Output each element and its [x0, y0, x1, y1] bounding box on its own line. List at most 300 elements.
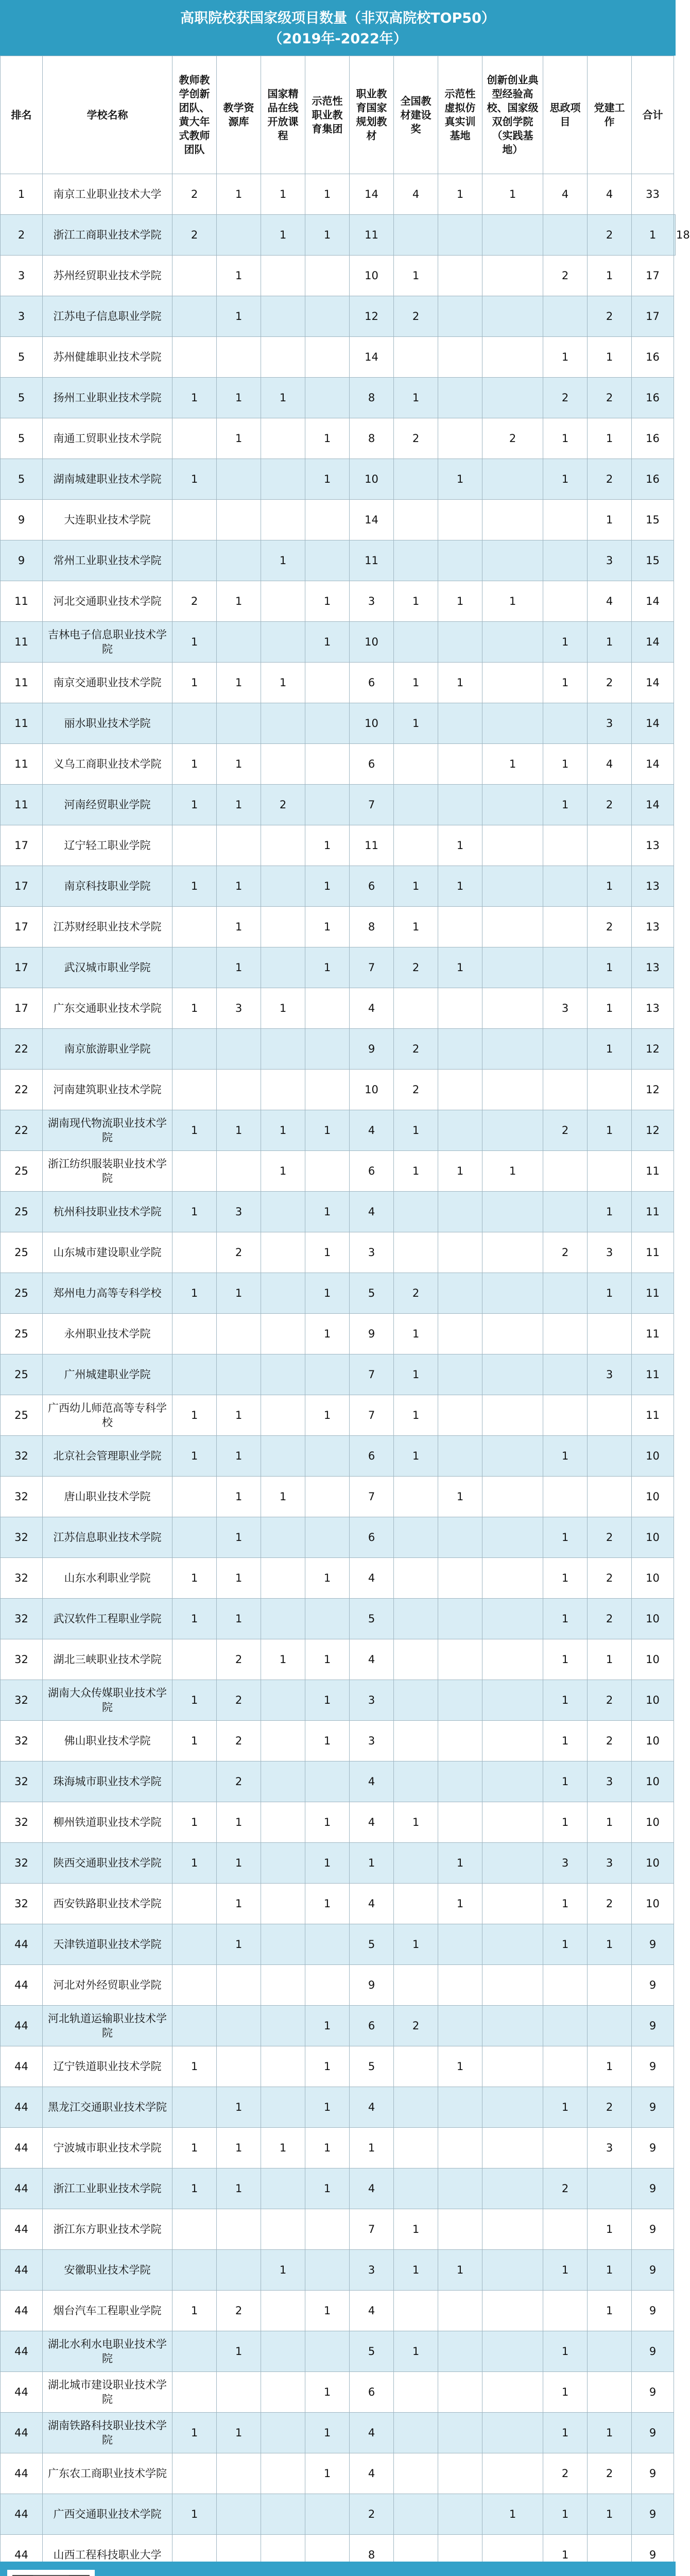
- table-cell: [482, 1843, 543, 1884]
- table-cell: [482, 296, 543, 337]
- table-cell: [588, 2006, 632, 2046]
- rank-cell: 17: [1, 907, 43, 947]
- table-cell: [482, 1924, 543, 1965]
- table-cell: [305, 1436, 350, 1477]
- table-cell: [438, 1070, 482, 1110]
- table-cell: [305, 540, 350, 581]
- table-row: [1, 540, 676, 581]
- total-cell: 9: [632, 2331, 674, 2372]
- table-cell: [482, 1110, 543, 1151]
- column-header: 职业教育国家规划教材: [350, 56, 394, 174]
- table-cell: 1: [305, 2046, 350, 2087]
- table-cell: 1: [588, 1029, 632, 1070]
- table-cell: 1: [482, 174, 543, 215]
- table-cell: [438, 1639, 482, 1680]
- table-cell: 2: [394, 1070, 438, 1110]
- total-cell: 12: [632, 1070, 674, 1110]
- table-cell: 3: [588, 1843, 632, 1884]
- school-name-cell: 南京交通职业技术学院: [43, 663, 173, 703]
- total-cell: 14: [632, 703, 674, 744]
- school-name-cell: 山东城市建设职业学院: [43, 1232, 173, 1273]
- table-cell: 1: [217, 1477, 261, 1517]
- table-cell: 1: [438, 459, 482, 500]
- table-cell: [588, 2331, 632, 2372]
- table-cell: [394, 1477, 438, 1517]
- table-cell: 1: [261, 2128, 305, 2168]
- total-cell: 9: [632, 2209, 674, 2250]
- table-cell: 1: [173, 459, 217, 500]
- table-cell: 4: [394, 174, 438, 215]
- table-cell: 1: [394, 1802, 438, 1843]
- table-cell: 3: [217, 1192, 261, 1232]
- table-cell: [482, 1232, 543, 1273]
- table-cell: 1: [173, 785, 217, 825]
- table-cell: [261, 1924, 305, 1965]
- rank-cell: 17: [1, 866, 43, 907]
- table-cell: [543, 2128, 588, 2168]
- rank-cell: 3: [1, 296, 43, 337]
- table-cell: [394, 1517, 438, 1558]
- table-cell: [438, 2453, 482, 2494]
- table-cell: [261, 1884, 305, 1924]
- table-cell: 2: [588, 2087, 632, 2128]
- table-cell: [482, 1436, 543, 1477]
- table-cell: [543, 866, 588, 907]
- table-cell: 1: [261, 215, 305, 256]
- table-cell: [482, 2209, 543, 2250]
- table-cell: 1: [543, 1721, 588, 1761]
- table-cell: [261, 1599, 305, 1639]
- table-cell: [305, 988, 350, 1029]
- table-cell: 1: [305, 1273, 350, 1314]
- table-cell: 2: [394, 947, 438, 988]
- school-name-cell: 河南经贸职业学院: [43, 785, 173, 825]
- table-cell: 2: [350, 2494, 394, 2535]
- table-cell: 6: [350, 1151, 394, 1192]
- table-cell: 3: [217, 988, 261, 1029]
- table-cell: 1: [217, 947, 261, 988]
- table-cell: 1: [394, 1110, 438, 1151]
- table-cell: [217, 215, 261, 256]
- rank-cell: 44: [1, 2250, 43, 2291]
- table-cell: [173, 2331, 217, 2372]
- school-name-cell: 南通工贸职业技术学院: [43, 418, 173, 459]
- total-cell: 9: [632, 2372, 674, 2413]
- table-row: [1, 500, 676, 540]
- table-cell: 1: [305, 1192, 350, 1232]
- table-cell: 14: [350, 500, 394, 540]
- table-cell: 1: [261, 378, 305, 418]
- table-cell: [261, 1273, 305, 1314]
- table-cell: 1: [543, 744, 588, 785]
- table-cell: 6: [350, 1517, 394, 1558]
- table-cell: [217, 459, 261, 500]
- table-cell: 1: [588, 1110, 632, 1151]
- table-cell: [173, 1884, 217, 1924]
- rank-cell: 2: [1, 215, 43, 256]
- table-cell: 1: [217, 866, 261, 907]
- table-row: [1, 1884, 676, 1924]
- table-cell: 1: [173, 1395, 217, 1436]
- school-name-cell: 江苏电子信息职业学院: [43, 296, 173, 337]
- table-cell: 1: [588, 418, 632, 459]
- table-cell: 4: [588, 581, 632, 622]
- table-cell: [173, 2250, 217, 2291]
- school-name-cell: 武汉软件工程职业学院: [43, 1599, 173, 1639]
- table-cell: 1: [173, 1558, 217, 1599]
- table-cell: 1: [588, 2291, 632, 2331]
- table-cell: 1: [394, 581, 438, 622]
- footer: [0, 2562, 676, 2576]
- table-cell: [438, 1517, 482, 1558]
- table-cell: 2: [588, 378, 632, 418]
- table-cell: [482, 215, 543, 256]
- table-cell: [394, 988, 438, 1029]
- table-cell: 1: [173, 1273, 217, 1314]
- table-cell: 1: [217, 1517, 261, 1558]
- table-cell: 3: [350, 1721, 394, 1761]
- table-cell: 2: [543, 1110, 588, 1151]
- table-cell: [588, 1477, 632, 1517]
- table-cell: 1: [394, 663, 438, 703]
- rank-cell: 44: [1, 2006, 43, 2046]
- table-cell: [261, 703, 305, 744]
- column-header: 国家精品在线开放课程: [261, 56, 305, 174]
- table-cell: 1: [588, 1639, 632, 1680]
- table-cell: [305, 2250, 350, 2291]
- table-cell: [261, 337, 305, 378]
- table-cell: [305, 296, 350, 337]
- table-cell: 4: [350, 2291, 394, 2331]
- table-cell: 1: [438, 2250, 482, 2291]
- table-cell: 1: [305, 1110, 350, 1151]
- table-row: [1, 256, 676, 296]
- table-cell: [438, 2494, 482, 2535]
- table-cell: 1: [588, 1192, 632, 1232]
- table-cell: 1: [305, 2087, 350, 2128]
- table-cell: [173, 1924, 217, 1965]
- table-cell: [482, 1477, 543, 1517]
- table-row: [1, 744, 676, 785]
- school-name-cell: 广西幼儿师范高等专科学校: [43, 1395, 173, 1436]
- rank-cell: 5: [1, 337, 43, 378]
- table-row: [1, 2494, 676, 2535]
- table-cell: [261, 2494, 305, 2535]
- table-cell: [261, 1192, 305, 1232]
- total-cell: 10: [632, 1680, 674, 1721]
- table-cell: 1: [217, 1924, 261, 1965]
- table-cell: 1: [482, 2494, 543, 2535]
- table-cell: 1: [394, 907, 438, 947]
- table-cell: [588, 2168, 632, 2209]
- table-cell: [173, 500, 217, 540]
- table-cell: [482, 663, 543, 703]
- table-cell: 1: [438, 1843, 482, 1884]
- total-cell: 10: [632, 1517, 674, 1558]
- table-cell: 6: [350, 866, 394, 907]
- total-cell: 14: [632, 744, 674, 785]
- table-cell: 1: [588, 622, 632, 663]
- table-cell: 1: [217, 2168, 261, 2209]
- table-cell: [394, 2372, 438, 2413]
- total-cell: 16: [632, 459, 674, 500]
- table-cell: [261, 744, 305, 785]
- table-cell: 1: [305, 1802, 350, 1843]
- table-cell: [394, 1721, 438, 1761]
- table-row: [1, 418, 676, 459]
- table-cell: [482, 1354, 543, 1395]
- table-cell: 1: [543, 459, 588, 500]
- rank-cell: 25: [1, 1232, 43, 1273]
- table-cell: [482, 907, 543, 947]
- table-cell: 1: [588, 500, 632, 540]
- table-cell: [482, 2372, 543, 2413]
- table-cell: [217, 500, 261, 540]
- table-cell: 2: [543, 378, 588, 418]
- table-cell: 4: [588, 744, 632, 785]
- table-cell: 4: [350, 1192, 394, 1232]
- table-cell: [482, 866, 543, 907]
- table-cell: [261, 1070, 305, 1110]
- table-row: [1, 1436, 676, 1477]
- rank-cell: 22: [1, 1029, 43, 1070]
- table-cell: 6: [350, 2372, 394, 2413]
- table-cell: 1: [305, 2413, 350, 2453]
- table-cell: 1: [394, 866, 438, 907]
- table-row: [1, 459, 676, 500]
- total-cell: 10: [632, 1884, 674, 1924]
- table-cell: 1: [305, 866, 350, 907]
- table-cell: 1: [217, 785, 261, 825]
- table-cell: [261, 2209, 305, 2250]
- table-cell: 2: [588, 1558, 632, 1599]
- school-name-cell: 湖北水利水电职业技术学院: [43, 2331, 173, 2372]
- table-cell: 9: [350, 1314, 394, 1354]
- table-row: [1, 1680, 676, 1721]
- table-cell: [173, 2453, 217, 2494]
- table-row: [1, 947, 676, 988]
- school-name-cell: 安徽职业技术学院: [43, 2250, 173, 2291]
- table-cell: [543, 540, 588, 581]
- table-cell: [173, 1232, 217, 1273]
- total-cell: 15: [632, 500, 674, 540]
- table-cell: 1: [305, 825, 350, 866]
- table-cell: 1: [482, 744, 543, 785]
- table-cell: 1: [543, 2535, 588, 2575]
- rank-cell: 1: [1, 174, 43, 215]
- table-cell: [394, 1965, 438, 2006]
- rank-cell: 25: [1, 1314, 43, 1354]
- table-row: [1, 1517, 676, 1558]
- rank-cell: 5: [1, 378, 43, 418]
- table-cell: 3: [588, 2128, 632, 2168]
- school-name-cell: 烟台汽车工程职业学院: [43, 2291, 173, 2331]
- total-cell: 11: [632, 1151, 674, 1192]
- table-cell: [261, 2087, 305, 2128]
- total-cell: 9: [632, 2535, 674, 2575]
- table-cell: [543, 1151, 588, 1192]
- table-cell: 1: [438, 825, 482, 866]
- table-cell: [261, 907, 305, 947]
- rank-cell: 3: [1, 256, 43, 296]
- table-cell: 1: [217, 2087, 261, 2128]
- table-cell: [543, 1477, 588, 1517]
- table-cell: [261, 500, 305, 540]
- table-cell: 1: [173, 988, 217, 1029]
- table-cell: 1: [543, 785, 588, 825]
- table-cell: 1: [173, 2128, 217, 2168]
- table-cell: 1: [394, 1924, 438, 1965]
- school-name-cell: 丽水职业技术学院: [43, 703, 173, 744]
- school-name-cell: 浙江工商职业技术学院: [43, 215, 173, 256]
- table-cell: 1: [217, 1110, 261, 1151]
- table-cell: [261, 1843, 305, 1884]
- total-cell: 11: [632, 1192, 674, 1232]
- column-header: 教师教学创新团队、黄大年式教师团队: [173, 56, 217, 174]
- table-cell: [394, 2291, 438, 2331]
- table-row: [1, 1151, 676, 1192]
- table-cell: 1: [173, 1802, 217, 1843]
- table-cell: 1: [261, 1110, 305, 1151]
- table-cell: [482, 2087, 543, 2128]
- table-cell: 1: [438, 1477, 482, 1517]
- table-cell: [261, 1721, 305, 1761]
- total-cell: 9: [632, 1924, 674, 1965]
- table-cell: [173, 1761, 217, 1802]
- rank-cell: 11: [1, 785, 43, 825]
- table-cell: 7: [350, 1477, 394, 1517]
- table-cell: 1: [394, 2331, 438, 2372]
- table-cell: 3: [350, 1232, 394, 1273]
- table-row: [1, 1802, 676, 1843]
- school-name-cell: 湖北城市建设职业技术学院: [43, 2372, 173, 2413]
- table-cell: [394, 1680, 438, 1721]
- table-cell: [394, 2413, 438, 2453]
- table-cell: [438, 1029, 482, 1070]
- column-header: 党建工作: [588, 56, 632, 174]
- rank-cell: 44: [1, 2494, 43, 2535]
- table-row: [1, 1192, 676, 1232]
- table-cell: [261, 1395, 305, 1436]
- table-cell: [394, 2046, 438, 2087]
- table-cell: [438, 1354, 482, 1395]
- table-cell: 1: [305, 2006, 350, 2046]
- table-cell: 1: [543, 418, 588, 459]
- table-cell: 4: [350, 2168, 394, 2209]
- table-cell: [305, 378, 350, 418]
- table-cell: 1: [217, 2331, 261, 2372]
- table-cell: 11: [350, 215, 394, 256]
- table-cell: 1: [482, 581, 543, 622]
- table-cell: 1: [588, 1273, 632, 1314]
- table-cell: [438, 744, 482, 785]
- rank-cell: 32: [1, 1477, 43, 1517]
- table-cell: 1: [173, 1599, 217, 1639]
- table-cell: 1: [261, 1477, 305, 1517]
- table-cell: 1: [217, 1884, 261, 1924]
- school-name-cell: 扬州工业职业技术学院: [43, 378, 173, 418]
- school-name-cell: 陕西交通职业技术学院: [43, 1843, 173, 1884]
- table-cell: [438, 1110, 482, 1151]
- table-cell: [173, 2006, 217, 2046]
- table-cell: 1: [305, 1843, 350, 1884]
- table-cell: 2: [217, 2291, 261, 2331]
- table-cell: [173, 2372, 217, 2413]
- table-cell: 2: [588, 459, 632, 500]
- table-cell: [482, 1680, 543, 1721]
- table-cell: [305, 2209, 350, 2250]
- table-cell: 1: [217, 663, 261, 703]
- table-cell: 1: [305, 1639, 350, 1680]
- table-row: [1, 2453, 676, 2494]
- table-row: [1, 1029, 676, 1070]
- table-cell: 1: [173, 2413, 217, 2453]
- table-cell: 1: [217, 174, 261, 215]
- table-cell: [217, 1965, 261, 2006]
- table-cell: [588, 1395, 632, 1436]
- table-cell: [261, 947, 305, 988]
- table-cell: [261, 296, 305, 337]
- table-cell: 14: [350, 174, 394, 215]
- school-name-cell: 佛山职业技术学院: [43, 1721, 173, 1761]
- table-row: [1, 337, 676, 378]
- rank-cell: 17: [1, 988, 43, 1029]
- table-cell: 1: [543, 2372, 588, 2413]
- table-cell: 4: [350, 2413, 394, 2453]
- table-cell: [438, 907, 482, 947]
- total-cell: 9: [632, 2494, 674, 2535]
- table-cell: [261, 2006, 305, 2046]
- table-cell: 2: [588, 1884, 632, 1924]
- table-cell: 1: [173, 866, 217, 907]
- school-name-cell: 湖南现代物流职业技术学院: [43, 1110, 173, 1151]
- table-cell: [482, 1639, 543, 1680]
- table-cell: [394, 1761, 438, 1802]
- table-row: [1, 1110, 676, 1151]
- table-cell: 3: [588, 1761, 632, 1802]
- table-cell: 1: [543, 622, 588, 663]
- table-cell: [482, 1721, 543, 1761]
- column-header: 全国教材建设奖: [394, 56, 438, 174]
- table-cell: [305, 1599, 350, 1639]
- table-cell: [173, 1965, 217, 2006]
- table-cell: 1: [261, 174, 305, 215]
- total-cell: 12: [632, 1110, 674, 1151]
- rank-cell: 44: [1, 2209, 43, 2250]
- table-cell: 1: [173, 2291, 217, 2331]
- total-cell: 10: [632, 1843, 674, 1884]
- table-cell: [438, 540, 482, 581]
- rank-cell: 11: [1, 744, 43, 785]
- table-cell: 1: [588, 866, 632, 907]
- table-cell: 3: [588, 703, 632, 744]
- table-cell: [482, 540, 543, 581]
- table-cell: [394, 825, 438, 866]
- rank-cell: 44: [1, 1924, 43, 1965]
- table-cell: 3: [588, 1232, 632, 1273]
- table-cell: [543, 825, 588, 866]
- table-cell: 1: [438, 2046, 482, 2087]
- table-cell: 1: [305, 1884, 350, 1924]
- rank-cell: 44: [1, 2413, 43, 2453]
- table-cell: 1: [543, 2087, 588, 2128]
- table-row: [1, 378, 676, 418]
- rank-cell: 9: [1, 500, 43, 540]
- table-row: [1, 2372, 676, 2413]
- table-row: [1, 703, 676, 744]
- table-cell: [482, 2046, 543, 2087]
- rank-cell: 25: [1, 1151, 43, 1192]
